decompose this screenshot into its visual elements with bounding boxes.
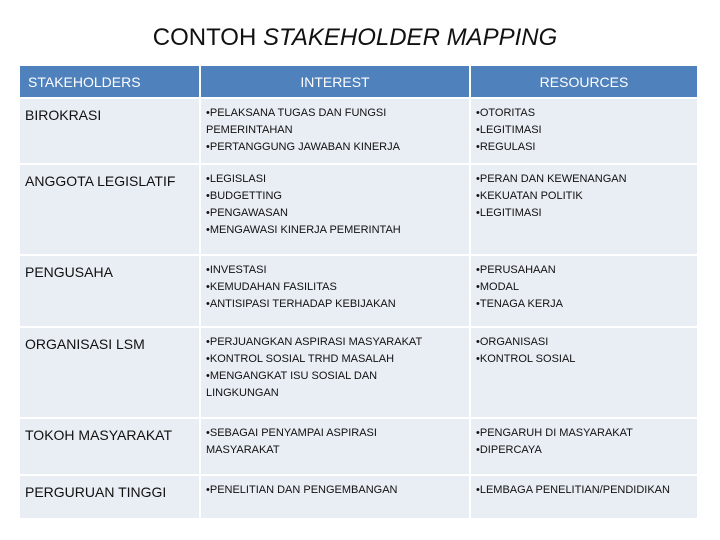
stakeholder-name: BIROKRASI	[20, 99, 199, 163]
resources-item: •MODAL	[476, 281, 519, 293]
title-italic: STAKEHOLDER MAPPING	[262, 24, 558, 51]
resources-item: •LEGITIMASI	[476, 207, 542, 219]
table-row	[20, 99, 697, 163]
header-interest: INTEREST	[201, 66, 469, 97]
resources-item: •PERAN DAN KEWENANGAN	[476, 173, 627, 185]
stakeholder-name: ORGANISASI LSM	[20, 328, 199, 417]
interest-item: •PENGAWASAN	[206, 207, 288, 219]
resources-item: •LEGITIMASI	[476, 124, 542, 136]
interest-item: •PENELITIAN DAN PENGEMBANGAN	[206, 484, 398, 496]
resources-item: •LEMBAGA PENELITIAN/PENDIDIKAN	[476, 484, 670, 496]
table-row	[20, 256, 697, 326]
table-row	[20, 328, 697, 417]
resources-cell	[471, 99, 697, 163]
resources-cell	[471, 419, 697, 474]
resources-cell	[471, 476, 697, 518]
stakeholder-name: TOKOH MASYARAKAT	[20, 419, 199, 474]
interest-item: •PERTANGGUNG JAWABAN KINERJA	[206, 141, 400, 153]
interest-item: •MENGAWASI KINERJA PEMERINTAH	[206, 224, 401, 236]
interest-item: MASYARAKAT	[206, 444, 280, 456]
interest-item: •MENGANGKAT ISU SOSIAL DAN	[206, 370, 378, 382]
header-stakeholders: STAKEHOLDERS	[20, 66, 199, 97]
resources-item: •PENGARUH DI MASYARAKAT	[476, 427, 633, 439]
interest-cell	[201, 476, 469, 518]
interest-cell	[201, 99, 469, 163]
table-row	[20, 165, 697, 254]
interest-item: •PERJUANGKAN ASPIRASI MASYARAKAT	[206, 336, 423, 348]
stakeholder-name: PENGUSAHA	[20, 256, 199, 326]
page-title	[0, 24, 710, 52]
resources-item: •PERUSAHAAN	[476, 264, 556, 276]
resources-cell	[471, 165, 697, 254]
header-resources: RESOURCES	[471, 66, 697, 97]
resources-item: •KONTROL SOSIAL	[476, 353, 576, 365]
resources-item: •OTORITAS	[476, 107, 536, 119]
resources-cell	[471, 256, 697, 326]
interest-cell	[201, 419, 469, 474]
interest-item: •ANTISIPASI TERHADAP KEBIJAKAN	[206, 298, 396, 310]
interest-cell	[201, 256, 469, 326]
resources-cell	[471, 328, 697, 417]
resources-item: •DIPERCAYA	[476, 444, 542, 456]
header-row	[20, 66, 697, 97]
resources-item: •TENAGA KERJA	[476, 298, 563, 310]
interest-item: •KONTROL SOSIAL TRHD MASALAH	[206, 353, 395, 365]
resources-item: •ORGANISASI	[476, 336, 549, 348]
interest-cell	[201, 328, 469, 417]
resources-item: •KEKUATAN POLITIK	[476, 190, 583, 202]
table-row	[20, 476, 697, 518]
interest-item: •KEMUDAHAN FASILITAS	[206, 281, 337, 293]
interest-item: •PELAKSANA TUGAS DAN FUNGSI	[206, 107, 387, 119]
stakeholder-table	[18, 64, 699, 520]
interest-item: •BUDGETTING	[206, 190, 282, 202]
interest-item: PEMERINTAHAN	[206, 124, 293, 136]
title-normal: CONTOH	[152, 24, 257, 51]
stakeholder-name: ANGGOTA LEGISLATIF	[20, 165, 199, 254]
resources-item: •REGULASI	[476, 141, 536, 153]
table-row	[20, 419, 697, 474]
interest-item: LINGKUNGAN	[206, 387, 279, 399]
interest-item: •LEGISLASI	[206, 173, 267, 185]
interest-item: •INVESTASI	[206, 264, 267, 276]
interest-cell	[201, 165, 469, 254]
interest-item: •SEBAGAI PENYAMPAI ASPIRASI	[206, 427, 377, 439]
stakeholder-name: PERGURUAN TINGGI	[20, 476, 199, 518]
